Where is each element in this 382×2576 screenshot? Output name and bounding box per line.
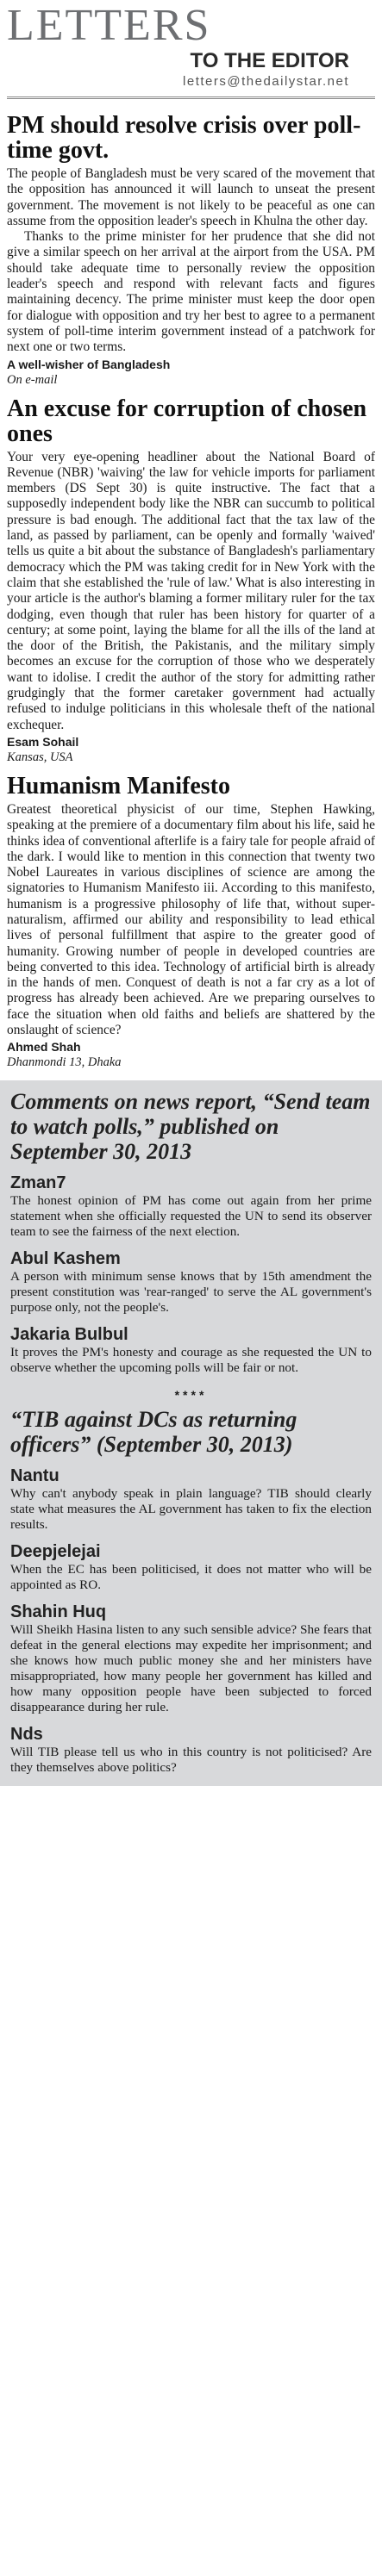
comment-text: Why can't anybody speak in plain language? TIB should clearly state what measures the AL government has taken to fix the election results.	[10, 1486, 372, 1533]
comment-item	[10, 1541, 372, 1593]
letter-paragraph: Your very eye-opening headliner about the National Board of Revenue (NBR) 'waiving' the law for vehicle imports for parliament members (DS Sept 30) is quite instructive. The fact that a supposedly independent body like the NBR can succumb to political pressure is bad enough. The additional fact that the tax law of the land, as passed by parliament, can be openly and formally 'waived' tells us quite a bit about the substance of Bangladesh's parliamentary democracy which the PM was taking credit for in New York with the claim that she established the 'rule of law.' What is also interesting in your article is the author's blaming a former military ruler for the tax dodging, even though that ruler has been history for quarter of a century; at some point, laying the blame for all the ills of the land at the door of the British, the Pakistanis, and the military simply becomes an excuse for the corruption of those who we desperately want to idolise. I credit the author of the story for admitting rather grudgingly that the former caretaker government had actually refused to indulge politicians in this wholesale theft of the national exchequer.	[7, 449, 375, 732]
comment-item	[10, 1324, 372, 1376]
comment-item	[10, 1724, 372, 1776]
letter-location: Kansas, USA	[7, 750, 73, 764]
letter-location: Dhanmondi 13, Dhaka	[7, 1055, 122, 1070]
comment-text: Will Sheikh Hasina listen to any such sensible advice? She fears that defeat in the general elections may expedite her imprisonment; and she knows how much public money she and her ministers have misappropriated, how many people her government has killed and how many opposition people have been subjected to forced disappearance during her rule.	[10, 1622, 372, 1715]
editor-email-link[interactable]: letters@thedailystar.net	[183, 74, 349, 89]
letter-paragraph: Greatest theoretical physicist of our time, Stephen Hawking, speaking at the premiere of a documentary film about his life, said he thinks idea of conventional afterlife is a fairy tale for people afraid of the dark. I would like to mention in this connection that twenty two Nobel Laureates in various disciplines of science are among the signatories to Humanism Manifesto iii. According to this manifesto, humanism is a progressive philosophy of life that, without super-naturalism, affirmed our ability and responsibility to lead ethical lives of personal fulfillment that aspire to the greater good of humanity. Growing number of people in developed countries are being converted to this idea. Technology of artificial birth is already in the hands of men. Conquest of death is not a far cry as a lot of progress has already been achieved. Are we preparing ourselves to face the situation when old faiths and beliefs are shattered by the onslaught of science?	[7, 801, 375, 1038]
masthead-subtitle: TO THE EDITOR	[190, 49, 349, 72]
letter-headline: An excuse for corruption of chosen ones	[7, 395, 367, 447]
comment-text: When the EC has been politicised, it does not matter who will be appointed as RO.	[10, 1562, 372, 1593]
comment-text: Will TIB please tell us who in this country is not politicised? Are they themselves above politics?	[10, 1745, 372, 1776]
letter-article	[7, 396, 375, 765]
commenter-name: Zman7	[10, 1173, 66, 1193]
commenter-name: Deepjelejai	[10, 1542, 101, 1562]
commenter-name: Abul Kashem	[10, 1249, 121, 1269]
comment-item	[10, 1465, 372, 1533]
masthead	[7, 0, 375, 104]
letter-body	[7, 802, 375, 1038]
letter-headline: Humanism Manifesto	[7, 772, 230, 800]
letter-body	[7, 166, 375, 356]
masthead-divider	[7, 96, 375, 99]
comments-heading: Comments on news report, “Send team to watch polls,” published on September 30, 2013	[10, 1089, 371, 1165]
comment-item	[10, 1248, 372, 1316]
commenter-name: Nantu	[10, 1466, 59, 1486]
comments-box	[0, 1080, 382, 1786]
comment-item	[10, 1173, 372, 1240]
letter-headline: PM should resolve crisis over poll-time govt.	[7, 112, 361, 164]
letter-author: A well-wisher of Bangladesh	[7, 357, 171, 371]
letter-article	[7, 774, 375, 1070]
commenter-name: Nds	[10, 1725, 43, 1745]
commenter-name: Shahin Huq	[10, 1602, 107, 1622]
comment-item	[10, 1602, 372, 1715]
commenter-name: Jakaria Bulbul	[10, 1325, 128, 1345]
letter-author: Ahmed Shah	[7, 1040, 81, 1055]
section-divider: ****	[174, 1388, 208, 1403]
comments-heading: “TIB against DCs as returning officers” (September 30, 2013)	[10, 1407, 297, 1458]
letter-paragraph: The people of Bangladesh must be very scared of the movement that the opposition has announced it will launch to unseat the present government. The movement is not likely to be peaceful as one can assume from the opposition leader's speech in Khulna the other day.	[7, 166, 375, 228]
comment-text: It proves the PM's honesty and courage as she requested the UN to observe whether the upcoming polls will be fair or not.	[10, 1345, 372, 1376]
letter-article	[7, 113, 375, 388]
letter-location: On e-mail	[7, 372, 58, 387]
letter-paragraph: Thanks to the prime minister for her prudence that she did not give a similar speech on her arrival at the airport from the USA. PM should take adequate time to personally review the opposition leader's speech and respond with relevant facts and figures maintaining decency. The prime minister must keep the door open for dialogue with opposition and try her best to agree to a permanent system of poll-time interim government instead of a patchwork for next one or two terms.	[7, 229, 375, 355]
comment-text: The honest opinion of PM has come out again from her prime statement when she officially requested the UN to send its observer team to see the fairness of the next election.	[10, 1193, 372, 1240]
letter-author: Esam Sohail	[7, 734, 79, 749]
letter-body	[7, 450, 375, 733]
masthead-title: LETTERS	[7, 1, 211, 50]
comment-text: A person with minimum sense knows that by 15th amendment the present constitution was 'rear-ranged' to serve the AL government's purpose only, not the people's.	[10, 1269, 372, 1316]
